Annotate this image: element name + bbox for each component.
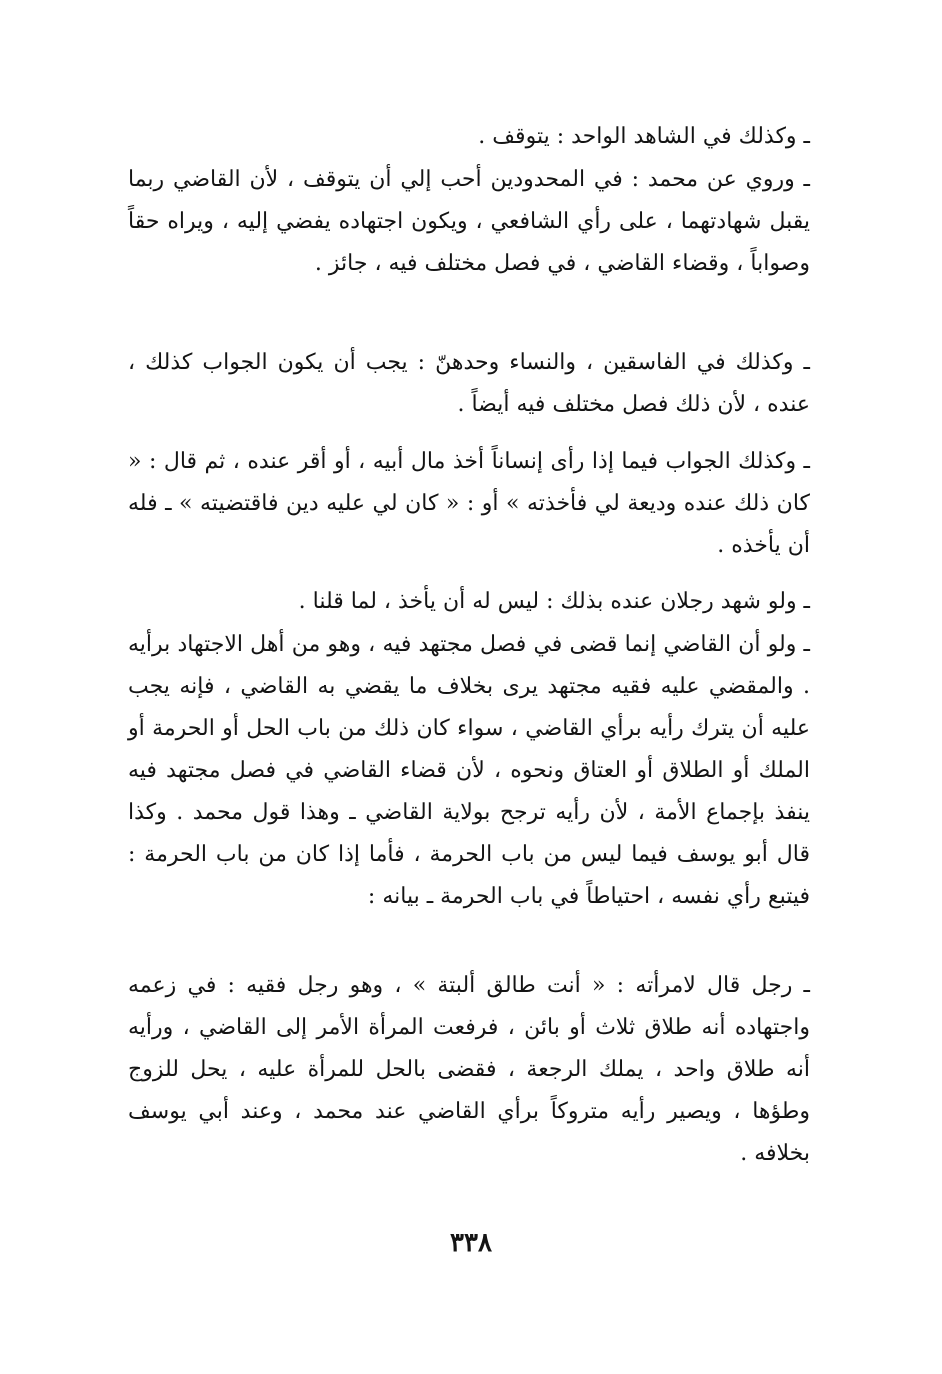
paragraph-witness (128, 116, 810, 158)
paragraph-judge-ruling (128, 624, 810, 918)
paragraph-text: ـ وكذلك في الفاسقين ، والنساء وحدهنّ : يجب أن يكون الجواب كذلك ، عنده ، لأن ذلك فصل مختلف فيه أيضاً . (128, 350, 811, 417)
paragraph-text: ـ ولو أن القاضي إنما قضى في فصل مجتهد فيه ، وهو من أهل الاجتهاد برأيه . والمقضي عليه فقيه مجتهد يرى بخلاف ما يقضي به القاضي ، فإنه يجب عليه أن يترك رأيه برأي القاضي ، سواء كان ذلك من باب الحل أو الحرمة أو الملك أو الطلاق أو العتاق ونحوه ، لأن قضاء القاضي في فصل مجتهد فيه ينفذ بإجماع الأمة ، لأن رأيه ترجح بولاية القاضي ـ وهذا قول محمد . وكذا قال أبو يوسف فيما ليس من باب الحرمة ، فأما إذا كان من باب الحرمة : فيتبع رأي نفسه ، احتياطاً في باب الحرمة ـ بيانه : (128, 632, 810, 909)
paragraph-father-money (128, 441, 810, 567)
page-number: ٣٣٨ (450, 1228, 492, 1258)
paragraph-text: ـ وكذلك الجواب فيما إذا رأى إنساناً أخذ مال أبيه ، أو أقر عنده ، ثم قال : « كان ذلك عنده وديعة لي فأخذته » أو : « كان لي عليه دين فاقتضيته » ـ فله أن يأخذه . (128, 449, 810, 558)
paragraph-text: ـ رجل قال لامرأته : « أنت طالق ألبتة » ، وهو رجل فقيه : في زعمه واجتهاده أنه طلاق ثلاث أو بائن ، فرفعت المرأة الأمر إلى القاضي ، ورأيه أنه طلاق واحد ، يملك الرجعة ، فقضى بالحل للمرأة عليه ، يحل للزوج وطؤها ، ويصير رأيه متروكاً برأي القاضي عند محمد ، وعند أبي يوسف بخلافه . (128, 973, 810, 1166)
paragraph-text: ـ ولو شهد رجلان عنده بذلك : ليس له أن يأخذ ، لما قلنا . (298, 589, 810, 614)
paragraph-muhammad-narration (128, 159, 810, 285)
paragraph-fasiqin (128, 342, 810, 426)
paragraph-text: ـ وروي عن محمد : في المحدودين أحب إلي أن يتوقف ، لأن القاضي ربما يقبل شهادتهما ، على رأي الشافعي ، ويكون اجتهاده يفضي إليه ، ويراه حقاً وصواباً ، وقضاء القاضي ، في فصل مختلف فيه ، جائز . (128, 167, 810, 276)
paragraph-divorce-example (128, 965, 810, 1175)
paragraph-two-witnesses (128, 581, 810, 623)
paragraph-text: ـ وكذلك في الشاهد الواحد : يتوقف . (478, 124, 810, 149)
